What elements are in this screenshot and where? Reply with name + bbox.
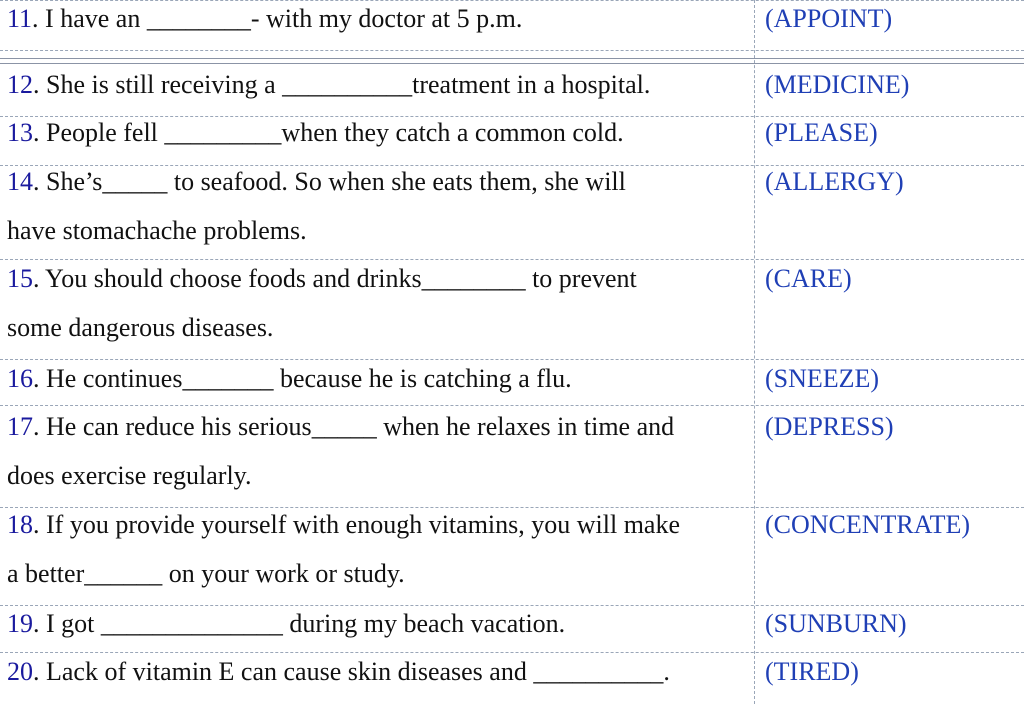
question-text xyxy=(7,0,744,43)
question-part: . She’s xyxy=(33,167,103,196)
question-continuation: a better xyxy=(7,559,85,588)
question-part: . She is still receiving a xyxy=(33,70,283,99)
answer-blank[interactable]: __________ xyxy=(533,657,664,686)
question-part: . He can reduce his serious xyxy=(33,412,312,441)
root-word: (MEDICINE) xyxy=(765,70,910,99)
answer-blank[interactable]: _______ xyxy=(182,364,274,393)
table-top-border xyxy=(0,58,1024,59)
question-part: . If you provide yourself with enough vitamins, you will make xyxy=(33,510,681,539)
question-part: - with my doctor at 5 p.m. xyxy=(250,4,523,33)
question-part: to seafood. So when she eats them, she will xyxy=(167,167,626,196)
question-text xyxy=(7,157,744,255)
question-number: 13 xyxy=(7,118,33,147)
question-number: 20 xyxy=(7,657,33,686)
question-part: during my beach vacation. xyxy=(282,609,566,638)
answer-blank[interactable]: _________ xyxy=(164,118,282,147)
question-part: to prevent xyxy=(525,264,637,293)
question-continuation: have stomachache problems. xyxy=(7,216,307,245)
question-part: . People fell xyxy=(33,118,165,147)
root-word: (ALLERGY) xyxy=(765,167,904,196)
question-number: 16 xyxy=(7,364,33,393)
question-text xyxy=(7,354,744,403)
question-number: 17 xyxy=(7,412,33,441)
question-continuation: on your work or study. xyxy=(162,559,405,588)
question-text xyxy=(7,254,744,352)
question-part: treatment in a hospital. xyxy=(412,70,651,99)
root-word: (DEPRESS) xyxy=(765,412,894,441)
root-word: (SUNBURN) xyxy=(765,609,907,638)
question-continuation: some dangerous diseases. xyxy=(7,313,274,342)
question-number: 14 xyxy=(7,167,33,196)
question-text xyxy=(7,108,744,157)
question-number: 18 xyxy=(7,510,33,539)
answer-blank[interactable]: _____ xyxy=(311,412,377,441)
question-part: . I have an xyxy=(32,4,147,33)
answer-blank[interactable]: ______________ xyxy=(100,609,283,638)
answer-blank[interactable]: ________ xyxy=(421,264,526,293)
question-part: when he relaxes in time and xyxy=(376,412,675,441)
question-number: 15 xyxy=(7,264,33,293)
question-part: because he is catching a flu. xyxy=(273,364,572,393)
root-word: (APPOINT) xyxy=(765,4,893,33)
question-part: when they catch a common cold. xyxy=(281,118,624,147)
question-number: 19 xyxy=(7,609,33,638)
answer-blank[interactable]: _____ xyxy=(102,167,168,196)
question-part: . Lack of vitamin E can cause skin diseases and xyxy=(33,657,534,686)
root-word: (TIRED) xyxy=(765,657,859,686)
root-word: (SNEEZE) xyxy=(765,364,880,393)
column-divider xyxy=(754,0,755,704)
answer-blank[interactable]: ________ xyxy=(146,4,251,33)
answer-blank[interactable]: ______ xyxy=(84,559,163,588)
question-continuation: does exercise regularly. xyxy=(7,461,252,490)
question-text xyxy=(7,402,744,500)
question-text xyxy=(7,647,744,696)
root-word: (CARE) xyxy=(765,264,852,293)
question-number: 11 xyxy=(7,4,33,33)
answer-blank[interactable]: __________ xyxy=(282,70,413,99)
question-text xyxy=(7,60,744,109)
question-part: . You should choose foods and drinks xyxy=(33,264,422,293)
question-text xyxy=(7,599,744,648)
root-word: (CONCENTRATE) xyxy=(765,510,971,539)
question-part: . He continues xyxy=(33,364,183,393)
row-divider xyxy=(0,50,1024,51)
question-number: 12 xyxy=(7,70,33,99)
root-word: (PLEASE) xyxy=(765,118,878,147)
question-part: . I got xyxy=(33,609,101,638)
question-part: . xyxy=(663,657,670,686)
question-text xyxy=(7,500,744,598)
